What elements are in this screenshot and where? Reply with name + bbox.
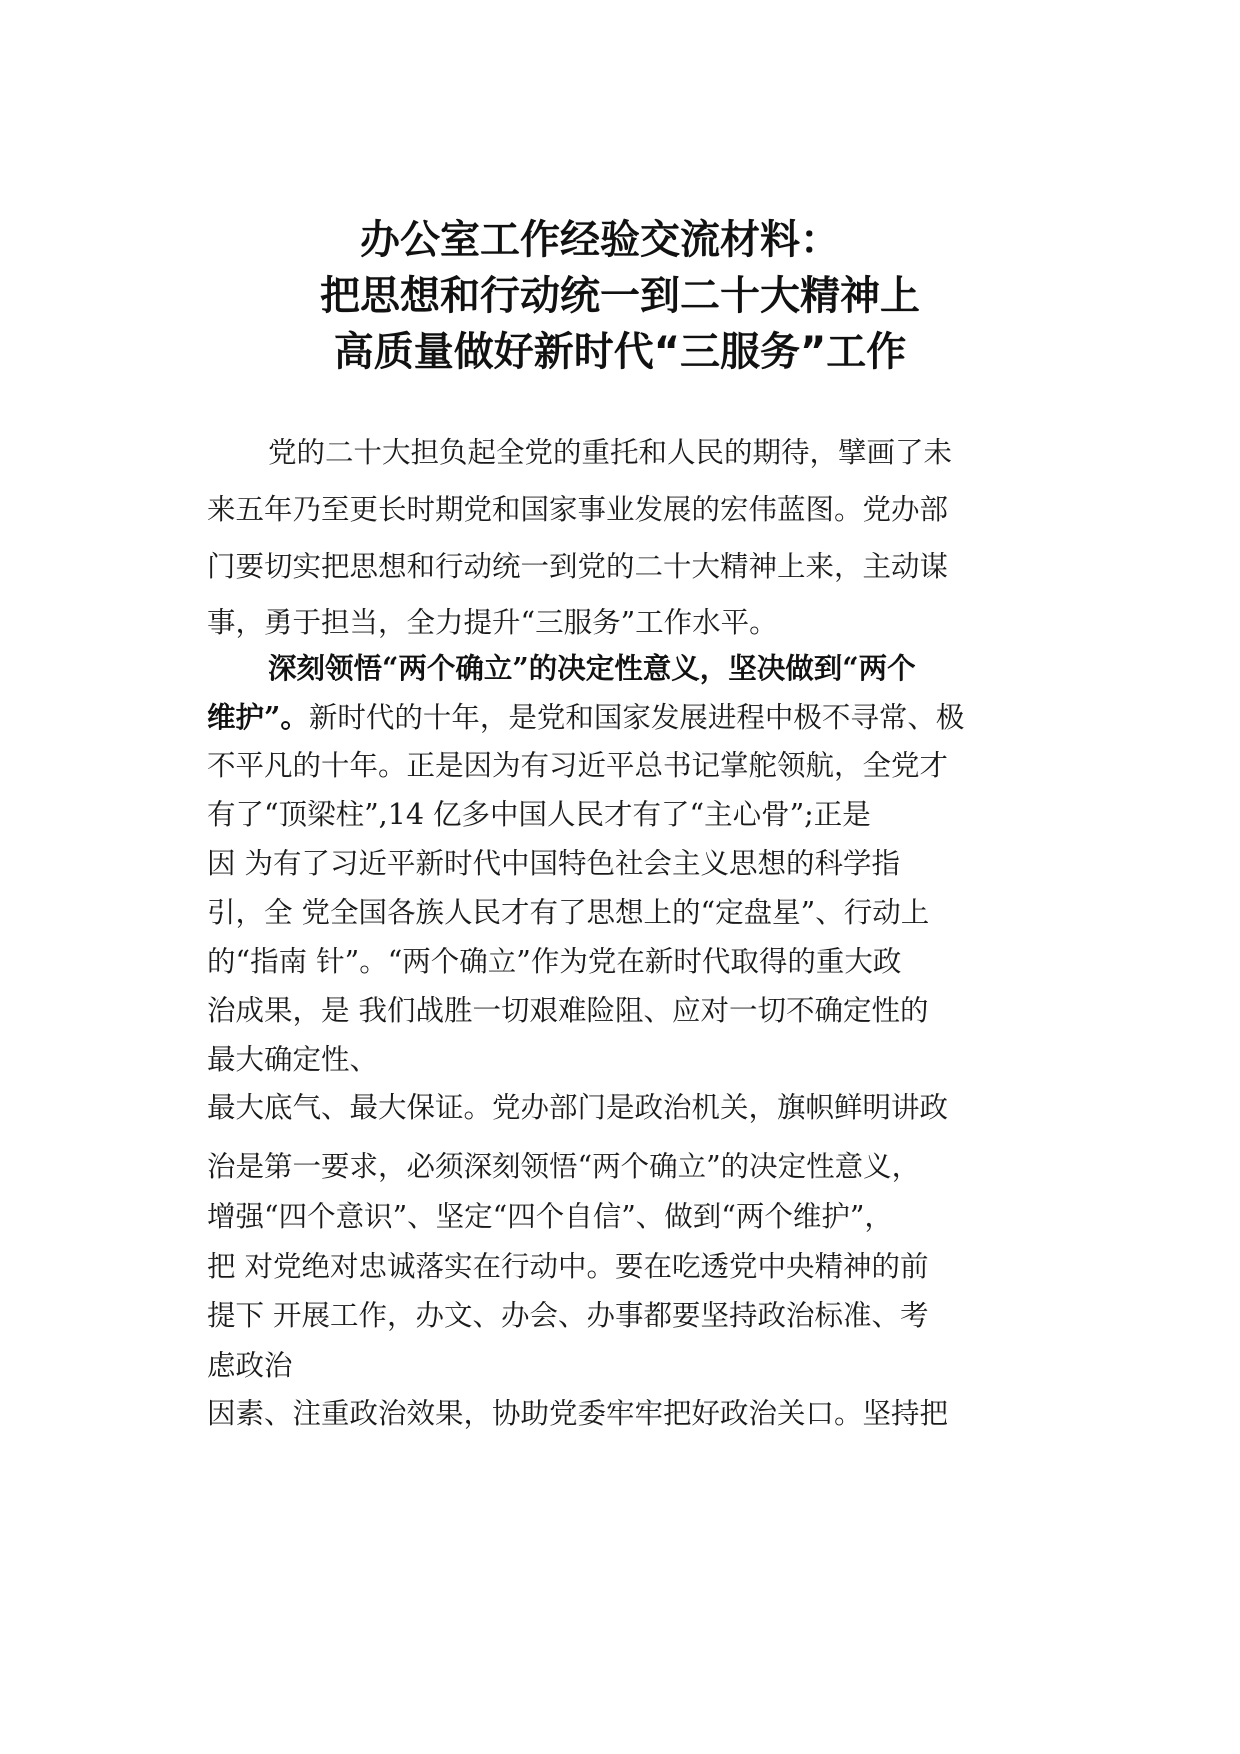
paragraph-2-line-4: 有了“顶梁柱”,14 亿多中国人民才有了“主心骨”;正是 (207, 798, 871, 831)
paragraph-2-line-11: 治是第一要求，必须深刻领悟“两个确立”的决定性意义， (207, 1150, 921, 1183)
paragraph-2-line-14: 提下 开展工作，办文、办会、办事都要坚持政治标准、考 (207, 1299, 929, 1332)
paragraph-1-line-3: 门要切实把思想和行动统一到党的二十大精神上来，主动谋 (207, 550, 949, 583)
paragraph-2-line-5: 因 为有了习近平新时代中国特色社会主义思想的科学指 (207, 847, 901, 880)
paragraph-2-line-9: 最大确定性、 (207, 1043, 379, 1076)
paragraph-2-line-13: 把 对党绝对忠诚落实在行动中。要在吃透党中央精神的前 (207, 1250, 929, 1283)
paragraph-2-line-16: 因素、注重政治效果，协助党委牢牢把好政治关口。坚持把 (207, 1397, 949, 1430)
paragraph-2-line-3: 不平凡的十年。正是因为有习近平总书记掌舵领航，全党才 (207, 749, 949, 782)
paragraph-1-line-1: 党的二十大担负起全党的重托和人民的期待，擘画了未 (268, 436, 953, 469)
paragraph-1-line-4: 事，勇于担当，全力提升“三服务”工作水平。 (207, 606, 778, 639)
paragraph-2-line-8: 治成果，是 我们战胜一切艰难险阻、应对一切不确定性的 (207, 994, 929, 1027)
section-heading-line-2: 维护”。 (207, 700, 309, 734)
paragraph-2-line-10: 最大底气、最大保证。党办部门是政治机关，旗帜鲜明讲政 (207, 1091, 949, 1124)
paragraph-2-line-2 (207, 700, 964, 735)
title-line-1: 办公室工作经验交流材料： (360, 217, 840, 263)
paragraph-2-line-7: 的“指南 针”。“两个确立”作为党在新时代取得的重大政 (207, 945, 902, 978)
paragraph-2-line-2-text: 新时代的十年，是党和国家发展进程中极不寻常、极 (308, 701, 965, 734)
paragraph-2-line-6: 引，全 党全国各族人民才有了思想上的“定盘星”、行动上 (207, 896, 930, 929)
document-title (150, 212, 1090, 380)
paragraph-2-line-15: 虑政治 (207, 1349, 293, 1382)
paragraph-1-line-2: 来五年乃至更长时期党和国家事业发展的宏伟蓝图。党办部 (207, 493, 949, 526)
title-line-2: 把思想和行动统一到二十大精神上 (320, 273, 920, 319)
paragraph-2-line-12: 增强“四个意识”、坚定“四个自信”、做到“两个维护”， (207, 1200, 893, 1233)
section-heading-line-1: 深刻领悟“两个确立”的决定性意义，坚决做到“两个 (268, 651, 916, 685)
title-line-3: 高质量做好新时代“三服务”工作 (333, 329, 907, 375)
